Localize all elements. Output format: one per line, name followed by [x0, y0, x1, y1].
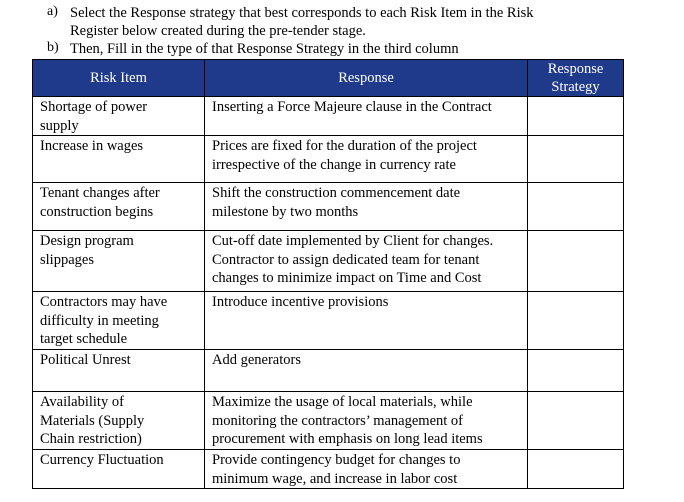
table-row: [33, 97, 624, 136]
header-strategy-line-2: Strategy: [551, 79, 600, 95]
response-cell: [205, 136, 528, 183]
table-row: [33, 183, 624, 231]
header-response: Response: [205, 60, 528, 97]
risk-cell: [33, 392, 205, 450]
strategy-cell[interactable]: [528, 292, 624, 350]
response-text: irrespective of the change in currency rate: [212, 156, 456, 173]
response-text: changes to minimize impact on Time and Cost: [212, 270, 482, 286]
strategy-cell[interactable]: [528, 392, 624, 450]
instruction-a-line-1: Select the Response strategy that best corresponds to each Risk Item in the Risk: [70, 5, 534, 21]
strategy-cell[interactable]: [528, 97, 624, 136]
risk-text: Chain restriction): [40, 431, 142, 447]
table-row: [33, 450, 624, 489]
response-text: Contractor to assign dedicated team for tenant: [212, 251, 480, 268]
risk-text: slippages: [40, 251, 94, 268]
strategy-cell[interactable]: [528, 136, 624, 183]
response-text: monitoring the contractors’ management of: [212, 412, 463, 429]
risk-cell: [33, 450, 205, 489]
header-strategy-line-1: Response: [547, 61, 604, 77]
header-response-strategy: [528, 60, 624, 97]
risk-cell: [33, 136, 205, 183]
risk-register-table: [32, 59, 624, 489]
response-cell: [205, 392, 528, 450]
risk-text: Materials (Supply: [40, 412, 145, 429]
risk-text: Design program: [40, 233, 134, 249]
risk-text: Availability of: [40, 394, 124, 410]
response-cell: [205, 450, 528, 489]
response-text: Inserting a Force Majeure clause in the Contract: [212, 99, 492, 115]
risk-cell: [33, 231, 205, 292]
table-header-row: [33, 60, 624, 97]
table-row: [33, 136, 624, 183]
risk-text: Increase in wages: [40, 138, 144, 154]
risk-text: Tenant changes after: [40, 185, 160, 201]
risk-cell: [33, 292, 205, 350]
table-row: [33, 231, 624, 292]
table-row: [33, 392, 624, 450]
response-cell: [205, 183, 528, 231]
risk-cell: [33, 350, 205, 392]
risk-text: construction begins: [40, 203, 154, 220]
instruction-b-marker: b): [47, 40, 59, 55]
response-cell: [205, 231, 528, 292]
response-text: Maximize the usage of local materials, while: [212, 394, 473, 410]
instruction-a-marker: a): [47, 4, 58, 19]
response-text: milestone by two months: [212, 203, 359, 220]
strategy-cell[interactable]: [528, 183, 624, 231]
risk-cell: [33, 183, 205, 231]
response-text: Cut-off date implemented by Client for changes.: [212, 233, 494, 249]
response-cell: [205, 292, 528, 350]
instruction-a-line-2: Register below created during the pre-tender stage.: [70, 23, 366, 39]
table-row: [33, 350, 624, 392]
risk-text: supply: [40, 117, 79, 134]
response-text: Introduce incentive provisions: [212, 294, 389, 310]
response-text: Shift the construction commencement date: [212, 185, 461, 201]
strategy-cell[interactable]: [528, 450, 624, 489]
risk-text: Contractors may have: [40, 294, 168, 310]
risk-text: target schedule: [40, 331, 128, 347]
header-risk-item: Risk Item: [33, 60, 205, 97]
table-row: [33, 292, 624, 350]
risk-text: Currency Fluctuation: [40, 452, 164, 468]
risk-text: Political Unrest: [40, 352, 131, 368]
response-text: Prices are fixed for the duration of the project: [212, 138, 477, 154]
response-text: minimum wage, and increase in labor cost: [212, 470, 458, 487]
response-cell: [205, 97, 528, 136]
strategy-cell[interactable]: [528, 350, 624, 392]
response-text: procurement with emphasis on long lead items: [212, 431, 483, 447]
risk-cell: [33, 97, 205, 136]
risk-text: difficulty in meeting: [40, 312, 159, 329]
response-text: Add generators: [212, 352, 301, 368]
response-text: Provide contingency budget for changes to: [212, 452, 461, 468]
strategy-cell[interactable]: [528, 231, 624, 292]
risk-text: Shortage of power: [40, 99, 148, 115]
response-cell: [205, 350, 528, 392]
instruction-b-line-1: Then, Fill in the type of that Response Strategy in the third column: [70, 41, 459, 57]
